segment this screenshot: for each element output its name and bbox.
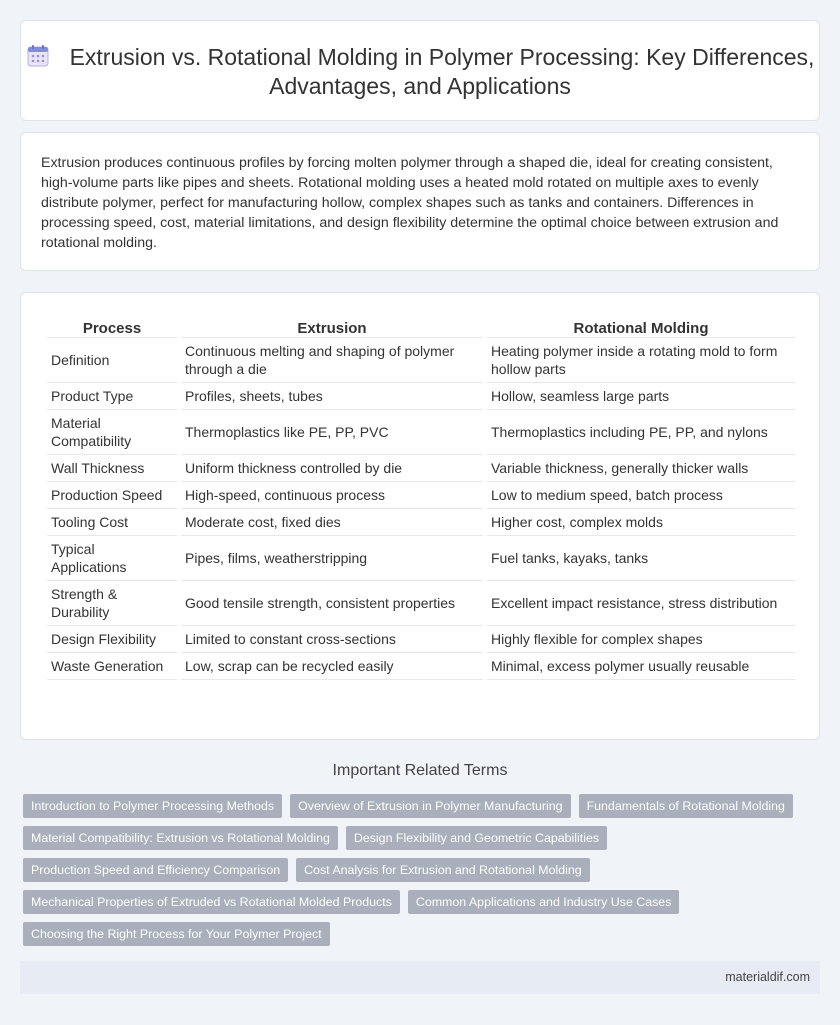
row-label: Product Type [47,383,177,410]
rotational-cell: Low to medium speed, batch process [487,482,795,509]
calendar-icon [26,44,50,68]
row-label: Design Flexibility [47,626,177,653]
extrusion-cell: Pipes, films, weatherstripping [181,536,483,581]
header-rotational-molding: Rotational Molding [487,315,795,338]
intro-paragraph: Extrusion produces continuous profiles by forcing molten polymer through a shaped die, ideal for creating consistent, high-volume parts like pipes and sheets. Rotational molding uses a heated mold rotated on multiple axes to evenly distribute polymer, perfect for manufacturing hollow, complex shapes such as tanks and containers. Differences in processing speed, cost, material limitations, and design flexibility determine the optimal choice between extrusion and rotational molding. [41,155,779,251]
page-title-text: Extrusion vs. Rotational Molding in Polymer Processing: Key Differences, Advantages, and Applications [69,44,815,99]
footer-site[interactable]: materialdif.com [725,970,810,984]
row-label: Strength & Durability [47,581,177,626]
extrusion-cell: Good tensile strength, consistent properties [181,581,483,626]
extrusion-cell: Uniform thickness controlled by die [181,455,483,482]
extrusion-cell: Moderate cost, fixed dies [181,509,483,536]
related-term-tag[interactable]: Cost Analysis for Extrusion and Rotational Molding [296,858,590,882]
related-term-tag[interactable]: Mechanical Properties of Extruded vs Rotational Molded Products [23,890,400,914]
table-row [47,509,795,536]
table-row [47,455,795,482]
related-term-tag[interactable]: Overview of Extrusion in Polymer Manufacturing [290,794,570,818]
related-term-tag[interactable]: Fundamentals of Rotational Molding [579,794,793,818]
row-label: Waste Generation [47,653,177,680]
header-process: Process [47,315,177,338]
comparison-table [43,315,799,680]
table-row [47,383,795,410]
rotational-cell: Variable thickness, generally thicker walls [487,455,795,482]
intro-card [20,132,820,271]
related-terms-list [23,794,813,946]
related-term-tag[interactable]: Choosing the Right Process for Your Polymer Project [23,922,330,946]
header [21,43,819,101]
header-extrusion: Extrusion [181,315,483,338]
extrusion-cell: Low, scrap can be recycled easily [181,653,483,680]
footer [20,961,820,994]
table-row [47,581,795,626]
table-header-row [47,315,795,338]
extrusion-cell: Thermoplastics like PE, PP, PVC [181,410,483,455]
extrusion-cell: Limited to constant cross-sections [181,626,483,653]
row-label: Production Speed [47,482,177,509]
table-row [47,410,795,455]
header-card [20,20,820,121]
related-term-tag[interactable]: Introduction to Polymer Processing Methods [23,794,282,818]
related-term-tag[interactable]: Design Flexibility and Geometric Capabilities [346,826,607,850]
row-label: Definition [47,338,177,383]
table-row [47,653,795,680]
related-term-tag[interactable]: Production Speed and Efficiency Comparison [23,858,288,882]
extrusion-cell: Profiles, sheets, tubes [181,383,483,410]
table-row [47,482,795,509]
comparison-table-card [20,292,820,740]
extrusion-cell: Continuous melting and shaping of polymer through a die [181,338,483,383]
rotational-cell: Highly flexible for complex shapes [487,626,795,653]
row-label: Wall Thickness [47,455,177,482]
table-row [47,536,795,581]
rotational-cell: Excellent impact resistance, stress distribution [487,581,795,626]
related-term-tag[interactable]: Material Compatibility: Extrusion vs Rotational Molding [23,826,338,850]
rotational-cell: Thermoplastics including PE, PP, and nylons [487,410,795,455]
table-row [47,338,795,383]
related-term-tag[interactable]: Common Applications and Industry Use Cases [408,890,680,914]
rotational-cell: Heating polymer inside a rotating mold to form hollow parts [487,338,795,383]
page-title [21,43,819,101]
row-label: Tooling Cost [47,509,177,536]
row-label: Typical Applications [47,536,177,581]
rotational-cell: Higher cost, complex molds [487,509,795,536]
extrusion-cell: High-speed, continuous process [181,482,483,509]
rotational-cell: Hollow, seamless large parts [487,383,795,410]
related-terms-title: Important Related Terms [332,762,508,779]
table-row [47,626,795,653]
row-label: Material Compatibility [47,410,177,455]
rotational-cell: Fuel tanks, kayaks, tanks [487,536,795,581]
rotational-cell: Minimal, excess polymer usually reusable [487,653,795,680]
